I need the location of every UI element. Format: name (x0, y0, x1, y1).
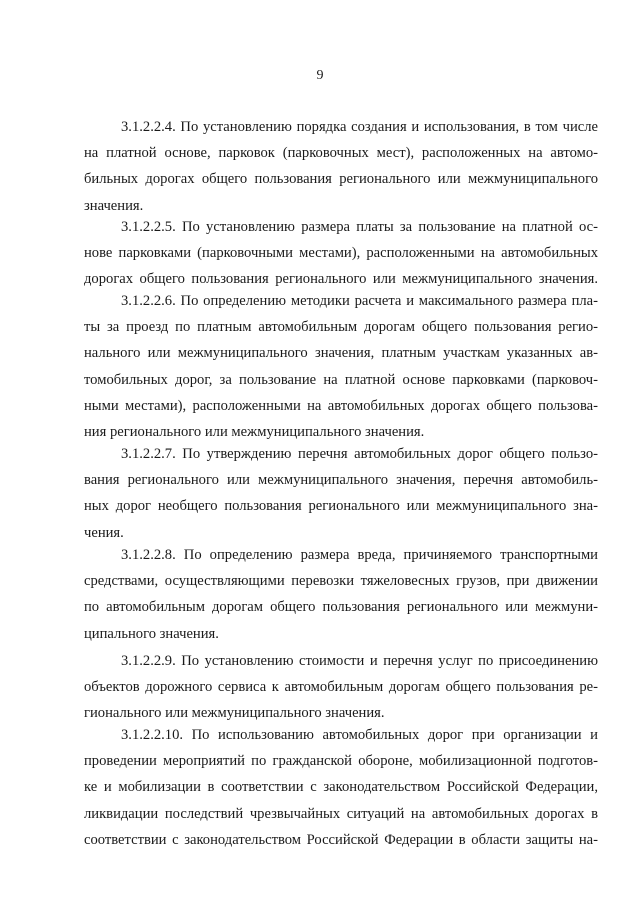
text-line: бильных дорогах общего пользования регионального или межмуниципального (84, 171, 598, 188)
text-line: гионального или межмуниципального значения. (84, 705, 385, 722)
text-line: 3.1.2.2.9. По установлению стоимости и перечня услуг по присоединению (121, 653, 598, 669)
text-line: по автомобильным дорогам общего пользования регионального или межмуни- (84, 599, 598, 616)
text-line: значения. (84, 197, 144, 214)
text-line: нального или межмуниципального значения, платным участкам указанных ав- (84, 345, 598, 362)
paragraph-3-1-2-2-6 (84, 288, 598, 445)
text-line: ния регионального или межмуниципального значения. (84, 423, 425, 440)
text-line: объектов дорожного сервиса к автомобильным дорогам общего пользования ре- (84, 679, 598, 696)
text-line: 3.1.2.2.5. По установлению размера платы за пользование на платной ос- (121, 219, 598, 235)
text-line: проведении мероприятий по гражданской обороне, мобилизационной подготов- (84, 753, 598, 770)
paragraph-3-1-2-2-8 (84, 542, 598, 647)
text-line: ных дорог необщего пользования регионального или межмуниципального зна- (84, 498, 598, 515)
text-line: средствами, осуществляющими перевозки тяжеловесных грузов, при движении (84, 573, 598, 590)
text-line: томобильных дорог, за пользование на платной основе парковками (парковоч- (84, 371, 598, 388)
text-line: 3.1.2.2.10. По использованию автомобильных дорог при организации и (121, 727, 598, 743)
paragraph-3-1-2-2-10 (84, 722, 598, 853)
text-line: ке и мобилизации в соответствии с законодательством Российской Федерации, (84, 779, 598, 796)
text-line: вания регионального или межмуниципального значения, перечня автомобиль- (84, 472, 598, 489)
text-line: ликвидации последствий чрезвычайных ситуаций на автомобильных дорогах в (84, 805, 598, 822)
text-line: 3.1.2.2.4. По установлению порядка создания и использования, в том числе (121, 119, 598, 135)
text-line: ты за проезд по платным автомобильным дорогам общего пользования регио- (84, 319, 598, 336)
text-line: 3.1.2.2.8. По определению размера вреда, причиняемого транспортными (121, 547, 598, 563)
text-line: нове парковками (парковочными местами), расположенными на автомобильных (84, 245, 598, 262)
text-line: дорогах общего пользования регионального или межмуниципального значения. (84, 271, 598, 288)
paragraph-3-1-2-2-9 (84, 648, 598, 727)
page-number: 9 (316, 68, 324, 83)
text-line: 3.1.2.2.6. По определению методики расчета и максимального размера пла- (121, 293, 598, 309)
text-line: на платной основе, парковок (парковочных мест), расположенных на автомо- (84, 145, 598, 162)
text-line: соответствии с законодательством Российской Федерации в области защиты на- (84, 831, 598, 848)
text-line: ципального значения. (84, 625, 219, 642)
paragraph-3-1-2-2-7 (84, 441, 598, 546)
text-line: чения. (84, 524, 124, 541)
paragraph-3-1-2-2-5 (84, 214, 598, 293)
text-line: 3.1.2.2.7. По утверждению перечня автомобильных дорог общего пользо- (121, 446, 598, 462)
paragraph-3-1-2-2-4 (84, 114, 598, 219)
text-line: ными местами), расположенными на автомобильных дорогах общего пользова- (84, 397, 598, 414)
